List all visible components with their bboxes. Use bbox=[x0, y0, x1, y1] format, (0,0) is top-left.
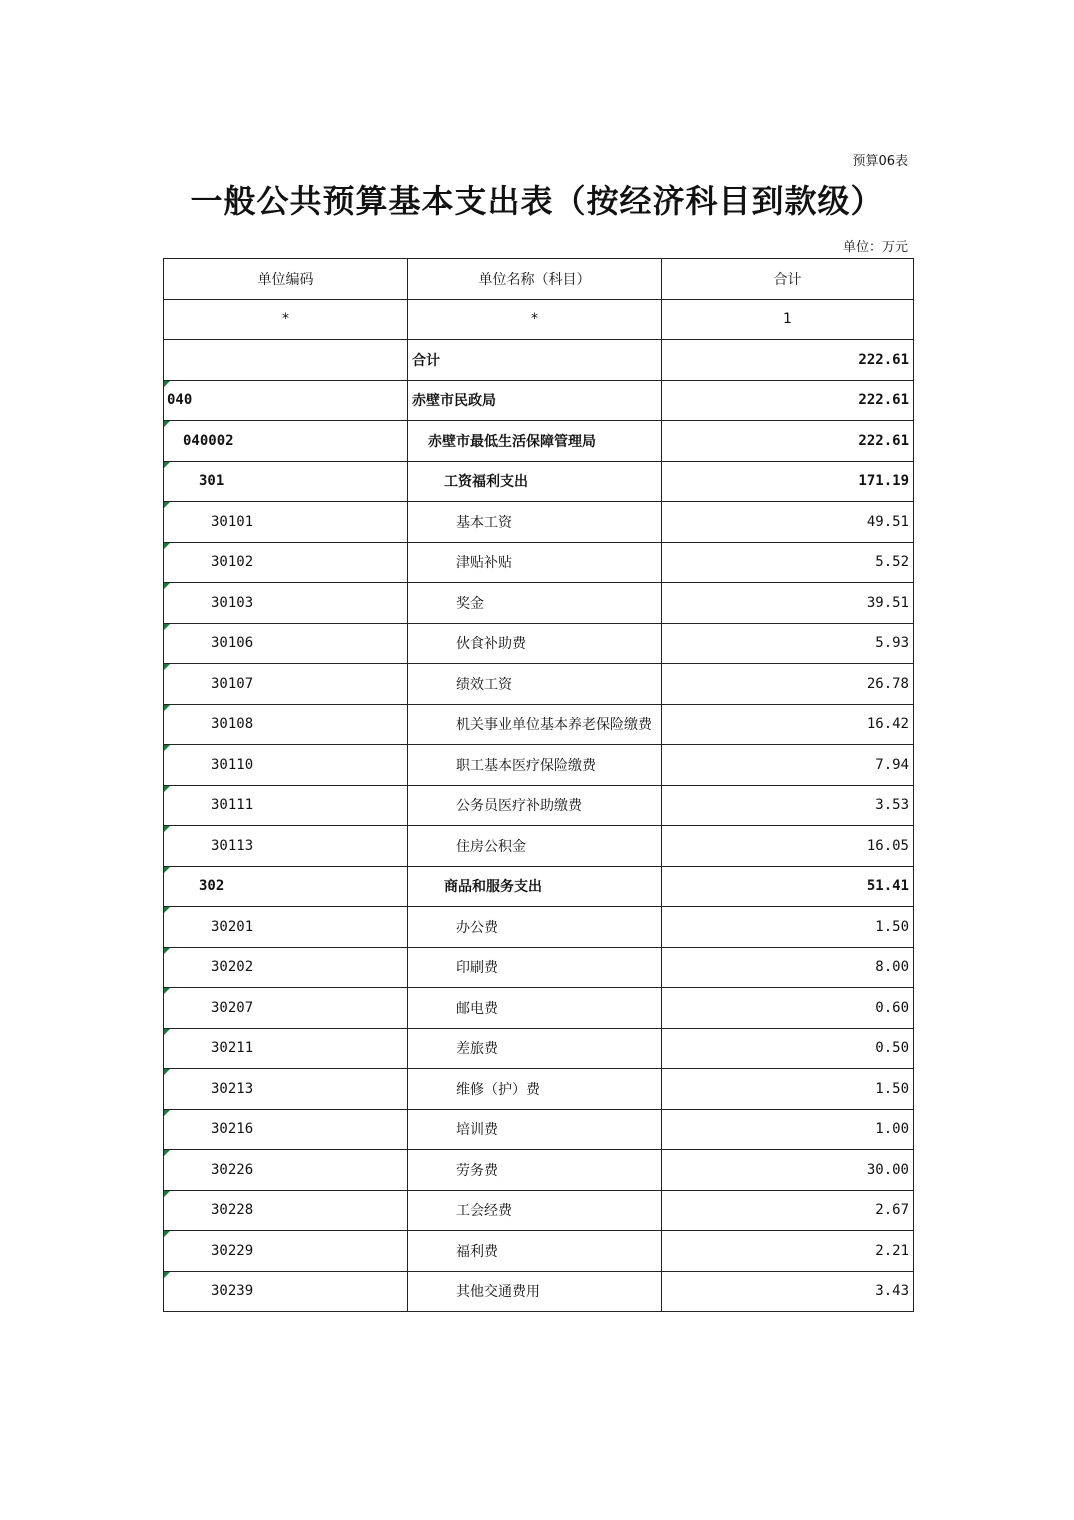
cell-code bbox=[164, 1028, 408, 1069]
cell-code-text: 30213 bbox=[211, 1080, 254, 1097]
cell-total: 16.05 bbox=[662, 826, 914, 867]
cell-total: 8.00 bbox=[662, 947, 914, 988]
cell-code-text: 30103 bbox=[211, 594, 254, 611]
budget-table bbox=[163, 258, 914, 1312]
cell-code-text: 302 bbox=[199, 878, 225, 895]
cell-total: 171.19 bbox=[662, 461, 914, 502]
cell-code bbox=[164, 1109, 408, 1150]
form-number: 预算06表 bbox=[852, 154, 908, 169]
cell-name: 机关事业单位基本养老保险缴费 bbox=[408, 704, 662, 745]
cell-code-text: 30201 bbox=[211, 918, 254, 935]
cell-marker-icon bbox=[164, 624, 170, 630]
cell-code bbox=[164, 704, 408, 745]
index-cell-code: * bbox=[164, 299, 408, 340]
cell-total: 39.51 bbox=[662, 583, 914, 624]
cell-code bbox=[164, 785, 408, 826]
cell-total: 2.67 bbox=[662, 1190, 914, 1231]
cell-code bbox=[164, 1069, 408, 1110]
cell-name: 赤壁市民政局 bbox=[408, 380, 662, 421]
cell-code bbox=[164, 988, 408, 1029]
cell-marker-icon bbox=[164, 583, 170, 589]
cell-name: 印刷费 bbox=[408, 947, 662, 988]
cell-name: 维修（护）费 bbox=[408, 1069, 662, 1110]
page-title: 一般公共预算基本支出表（按经济科目到款级） bbox=[190, 182, 884, 220]
cell-code bbox=[164, 1190, 408, 1231]
cell-name: 工资福利支出 bbox=[408, 461, 662, 502]
cell-name: 津贴补贴 bbox=[408, 542, 662, 583]
cell-total: 2.21 bbox=[662, 1231, 914, 1272]
cell-code bbox=[164, 502, 408, 543]
table-row bbox=[164, 623, 914, 664]
table-row bbox=[164, 1271, 914, 1312]
cell-name: 基本工资 bbox=[408, 502, 662, 543]
cell-total: 7.94 bbox=[662, 745, 914, 786]
cell-marker-icon bbox=[164, 907, 170, 913]
cell-total: 51.41 bbox=[662, 866, 914, 907]
cell-code bbox=[164, 542, 408, 583]
column-header-code: 单位编码 bbox=[164, 259, 408, 300]
cell-total: 1.00 bbox=[662, 1109, 914, 1150]
cell-name: 伙食补助费 bbox=[408, 623, 662, 664]
cell-marker-icon bbox=[164, 1191, 170, 1197]
table-row bbox=[164, 461, 914, 502]
cell-marker-icon bbox=[164, 948, 170, 954]
table-row bbox=[164, 785, 914, 826]
cell-code-text: 30101 bbox=[211, 513, 254, 530]
table-row bbox=[164, 947, 914, 988]
table-row bbox=[164, 340, 914, 381]
table-row bbox=[164, 988, 914, 1029]
cell-name: 商品和服务支出 bbox=[408, 866, 662, 907]
cell-name: 奖金 bbox=[408, 583, 662, 624]
table-row bbox=[164, 826, 914, 867]
cell-total: 16.42 bbox=[662, 704, 914, 745]
cell-marker-icon bbox=[164, 664, 170, 670]
cell-total: 222.61 bbox=[662, 380, 914, 421]
cell-total: 49.51 bbox=[662, 502, 914, 543]
cell-name: 绩效工资 bbox=[408, 664, 662, 705]
cell-total: 0.60 bbox=[662, 988, 914, 1029]
table-row bbox=[164, 421, 914, 462]
cell-marker-icon bbox=[164, 1272, 170, 1278]
cell-total: 30.00 bbox=[662, 1150, 914, 1191]
cell-total: 26.78 bbox=[662, 664, 914, 705]
cell-name: 劳务费 bbox=[408, 1150, 662, 1191]
cell-code-text: 040002 bbox=[183, 432, 234, 449]
cell-marker-icon bbox=[164, 705, 170, 711]
cell-code bbox=[164, 583, 408, 624]
cell-total: 1.50 bbox=[662, 1069, 914, 1110]
table-header-row bbox=[164, 259, 914, 300]
cell-code-text: 30229 bbox=[211, 1242, 254, 1259]
cell-marker-icon bbox=[164, 462, 170, 468]
unit-label: 单位：万元 bbox=[842, 240, 908, 255]
column-header-total: 合计 bbox=[662, 259, 914, 300]
cell-code bbox=[164, 340, 408, 381]
table-row bbox=[164, 1150, 914, 1191]
cell-marker-icon bbox=[164, 1150, 170, 1156]
index-cell-total: 1 bbox=[662, 299, 914, 340]
table-row bbox=[164, 704, 914, 745]
cell-name: 差旅费 bbox=[408, 1028, 662, 1069]
cell-code-text: 30107 bbox=[211, 675, 254, 692]
cell-name: 培训费 bbox=[408, 1109, 662, 1150]
cell-name: 赤壁市最低生活保障管理局 bbox=[408, 421, 662, 462]
cell-marker-icon bbox=[164, 1110, 170, 1116]
cell-code bbox=[164, 947, 408, 988]
cell-code-text: 30106 bbox=[211, 635, 254, 652]
table-row bbox=[164, 745, 914, 786]
cell-total: 5.93 bbox=[662, 623, 914, 664]
cell-code bbox=[164, 1150, 408, 1191]
cell-total: 5.52 bbox=[662, 542, 914, 583]
cell-marker-icon bbox=[164, 867, 170, 873]
table-row bbox=[164, 1231, 914, 1272]
cell-total: 0.50 bbox=[662, 1028, 914, 1069]
cell-total: 3.53 bbox=[662, 785, 914, 826]
cell-total: 1.50 bbox=[662, 907, 914, 948]
cell-code-text: 30216 bbox=[211, 1121, 254, 1138]
cell-code-text: 30110 bbox=[211, 756, 254, 773]
table-row bbox=[164, 1109, 914, 1150]
cell-total: 222.61 bbox=[662, 421, 914, 462]
cell-name: 住房公积金 bbox=[408, 826, 662, 867]
table-row bbox=[164, 1069, 914, 1110]
cell-total: 3.43 bbox=[662, 1271, 914, 1312]
cell-code-text: 30211 bbox=[211, 1040, 254, 1057]
cell-code-text: 30228 bbox=[211, 1202, 254, 1219]
index-cell-name: * bbox=[408, 299, 662, 340]
column-header-name: 单位名称（科目） bbox=[408, 259, 662, 300]
cell-name: 公务员医疗补助缴费 bbox=[408, 785, 662, 826]
cell-marker-icon bbox=[164, 745, 170, 751]
cell-code bbox=[164, 907, 408, 948]
table-row bbox=[164, 907, 914, 948]
cell-marker-icon bbox=[164, 1231, 170, 1237]
cell-code bbox=[164, 826, 408, 867]
cell-code bbox=[164, 623, 408, 664]
cell-name: 福利费 bbox=[408, 1231, 662, 1272]
cell-marker-icon bbox=[164, 988, 170, 994]
cell-code-text: 30207 bbox=[211, 999, 254, 1016]
cell-code bbox=[164, 461, 408, 502]
table-row bbox=[164, 1190, 914, 1231]
cell-code-text: 040 bbox=[167, 392, 193, 409]
table-row bbox=[164, 1028, 914, 1069]
cell-code bbox=[164, 380, 408, 421]
cell-code-text: 30102 bbox=[211, 554, 254, 571]
table-row bbox=[164, 866, 914, 907]
cell-name: 工会经费 bbox=[408, 1190, 662, 1231]
cell-marker-icon bbox=[164, 786, 170, 792]
cell-code-text: 30108 bbox=[211, 716, 254, 733]
cell-marker-icon bbox=[164, 826, 170, 832]
cell-code bbox=[164, 1271, 408, 1312]
cell-code bbox=[164, 421, 408, 462]
cell-code bbox=[164, 866, 408, 907]
cell-marker-icon bbox=[164, 543, 170, 549]
cell-code-text: 30111 bbox=[211, 797, 254, 814]
table-row bbox=[164, 380, 914, 421]
cell-total: 222.61 bbox=[662, 340, 914, 381]
cell-code-text: 30202 bbox=[211, 959, 254, 976]
table-row bbox=[164, 664, 914, 705]
table-row bbox=[164, 502, 914, 543]
cell-code-text: 30113 bbox=[211, 837, 254, 854]
cell-marker-icon bbox=[164, 421, 170, 427]
cell-name: 职工基本医疗保险缴费 bbox=[408, 745, 662, 786]
cell-marker-icon bbox=[164, 1029, 170, 1035]
cell-name: 邮电费 bbox=[408, 988, 662, 1029]
cell-name: 办公费 bbox=[408, 907, 662, 948]
cell-name: 其他交通费用 bbox=[408, 1271, 662, 1312]
cell-code bbox=[164, 664, 408, 705]
cell-code bbox=[164, 745, 408, 786]
table-row bbox=[164, 542, 914, 583]
table-row bbox=[164, 583, 914, 624]
cell-code-text: 30226 bbox=[211, 1161, 254, 1178]
cell-code-text: 301 bbox=[199, 473, 225, 490]
cell-code bbox=[164, 1231, 408, 1272]
table-index-row bbox=[164, 299, 914, 340]
cell-marker-icon bbox=[164, 381, 170, 387]
cell-marker-icon bbox=[164, 1069, 170, 1075]
cell-code-text: 30239 bbox=[211, 1283, 254, 1300]
cell-marker-icon bbox=[164, 502, 170, 508]
cell-name: 合计 bbox=[408, 340, 662, 381]
